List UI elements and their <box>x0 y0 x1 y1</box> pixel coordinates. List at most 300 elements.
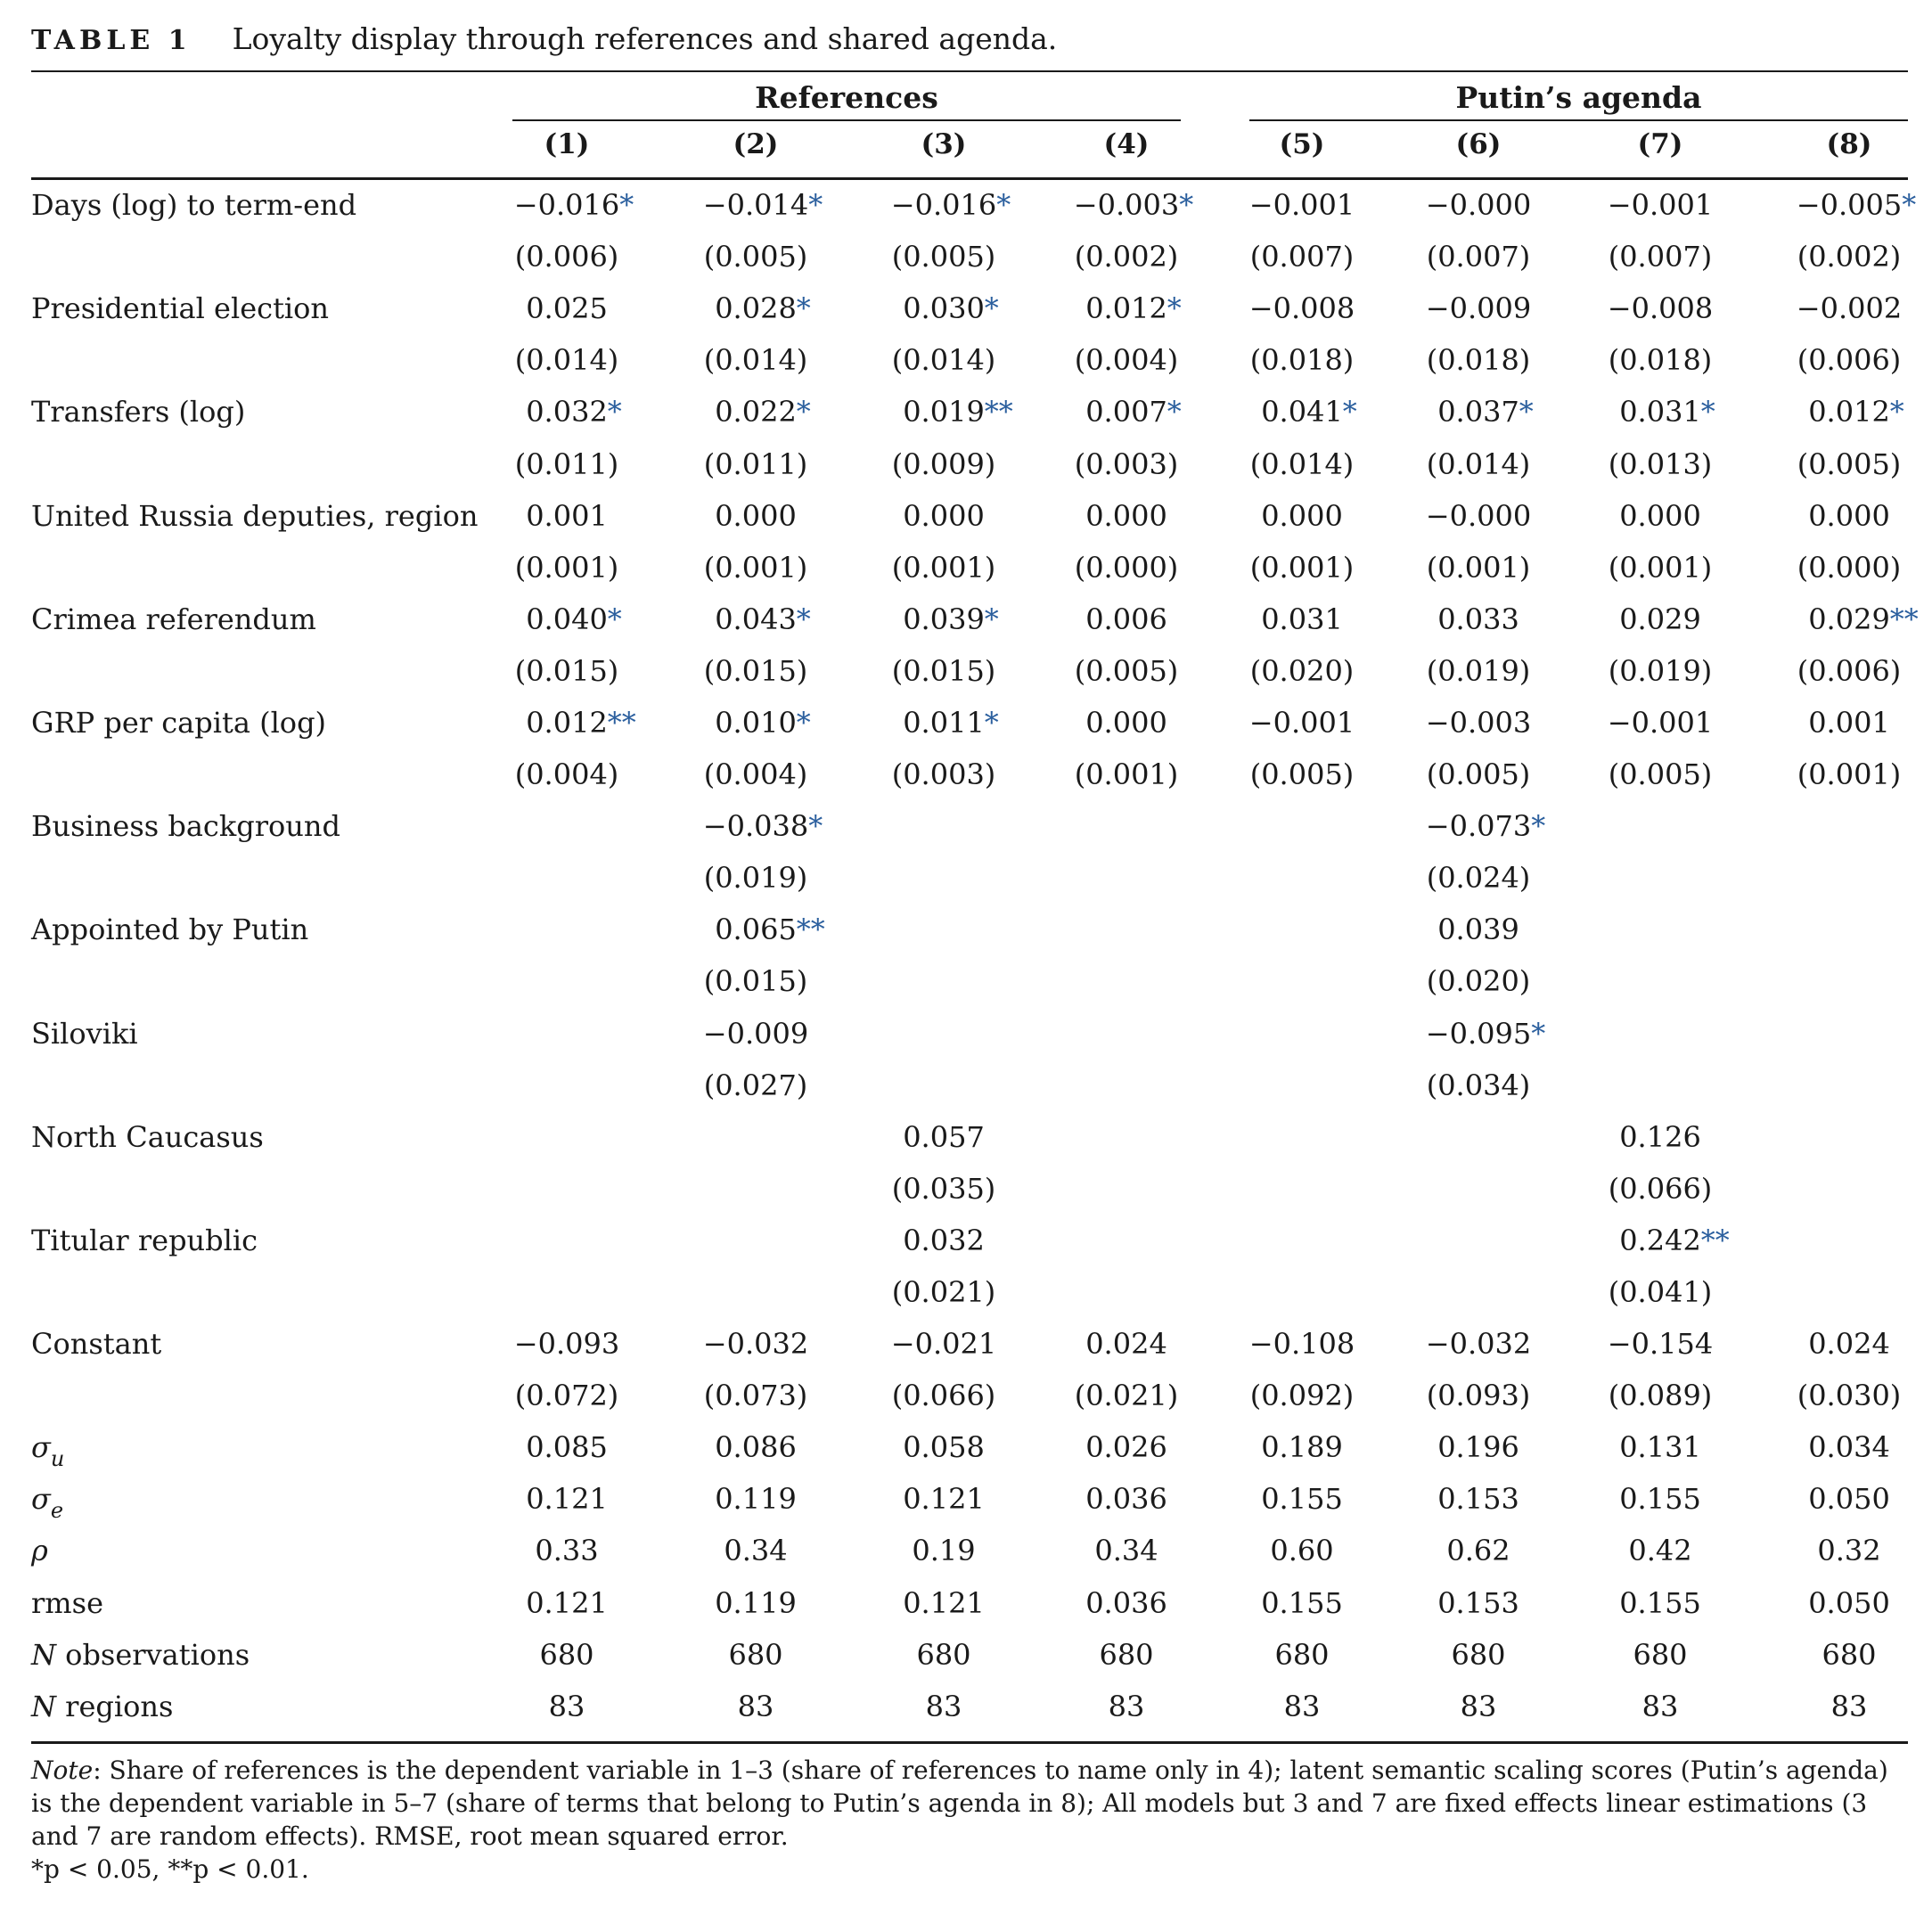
cell-col-3 <box>880 955 1065 1007</box>
cell-value: 0.126 <box>1619 1119 1701 1154</box>
cell-value: (0.009) <box>891 446 996 481</box>
cell-value: (0.019) <box>1608 653 1713 688</box>
cell-value: (0.015) <box>703 964 808 999</box>
cell-col-1 <box>509 1318 692 1370</box>
row-label: Days (log) to term-end <box>31 188 357 223</box>
cell-value: (0.001) <box>514 550 619 585</box>
cell-value: (0.035) <box>891 1171 996 1206</box>
column-header-8: (8) <box>1826 128 1872 160</box>
table-row <box>31 1008 1932 1060</box>
cell-value: (0.019) <box>703 861 808 896</box>
cell-col-7 <box>1596 1577 1783 1629</box>
cell-col-7 <box>1596 334 1783 386</box>
cell-value: (0.005) <box>1249 757 1355 792</box>
cell-col-2 <box>692 1421 880 1473</box>
cell-value: (0.000) <box>1797 550 1902 585</box>
cell-col-7 <box>1596 1525 1783 1576</box>
cell-value: (0.005) <box>1797 446 1902 481</box>
cell-col-1 <box>509 1681 692 1732</box>
cell-value: (0.093) <box>1426 1379 1531 1413</box>
cell-col-8 <box>1783 1163 1932 1215</box>
cell-col-4 <box>1065 1111 1243 1163</box>
cell-value: 0.000 <box>715 498 797 533</box>
cell-col-6 <box>1418 749 1596 800</box>
row-label: North Caucasus <box>31 1119 264 1154</box>
cell-value: 0.033 <box>1437 602 1519 636</box>
cell-value: 0.012 <box>526 705 608 740</box>
significance-star: ** <box>984 395 1013 430</box>
cell-value: 0.19 <box>912 1534 976 1568</box>
cell-col-6 <box>1418 1577 1596 1629</box>
significance-star: * <box>1519 395 1534 430</box>
cell-col-8 <box>1783 852 1932 904</box>
cell-value: −0.108 <box>1248 1327 1355 1362</box>
cell-col-2 <box>692 852 880 904</box>
cell-col-3 <box>880 1111 1065 1163</box>
cell-col-6 <box>1418 645 1596 697</box>
row-label: Transfers (log) <box>31 395 246 430</box>
table-row <box>31 1215 1932 1266</box>
cell-col-3 <box>880 1421 1065 1473</box>
row-label: $\sigma_e$ <box>31 1482 64 1524</box>
cell-value: 0.037 <box>1437 395 1519 430</box>
cell-col-7 <box>1596 179 1783 231</box>
cell-col-8 <box>1783 386 1932 438</box>
cell-value: 83 <box>548 1689 585 1723</box>
cell-value: 0.031 <box>1261 602 1343 636</box>
cell-col-2 <box>692 1163 880 1215</box>
cell-value: (0.005) <box>891 240 996 274</box>
cell-value: −0.001 <box>1248 188 1355 223</box>
row-label: GRP per capita (log) <box>31 705 327 740</box>
cell-col-7 <box>1596 1473 1783 1525</box>
cell-col-3 <box>880 490 1065 542</box>
cell-col-1 <box>509 1370 692 1421</box>
column-header-1: (1) <box>544 128 590 160</box>
cell-col-4 <box>1065 1163 1243 1215</box>
cell-col-4 <box>1065 438 1243 489</box>
cell-col-1 <box>509 904 692 955</box>
cell-col-1 <box>509 438 692 489</box>
cell-col-4 <box>1065 593 1243 645</box>
cell-col-1 <box>509 955 692 1007</box>
cell-value: 0.050 <box>1808 1585 1890 1620</box>
cell-col-5 <box>1243 334 1418 386</box>
cell-col-2 <box>692 800 880 852</box>
cell-value: (0.027) <box>703 1068 808 1102</box>
cell-col-7 <box>1596 1163 1783 1215</box>
significance-star: * <box>796 395 811 430</box>
table-row <box>31 904 1932 955</box>
cell-col-8 <box>1783 1421 1932 1473</box>
cell-value: −0.005 <box>1796 188 1903 223</box>
cell-value: (0.072) <box>514 1379 619 1413</box>
significance-star: * <box>984 602 999 636</box>
column-header-2: (2) <box>733 128 779 160</box>
cell-col-4 <box>1065 1318 1243 1370</box>
cell-col-7 <box>1596 1318 1783 1370</box>
cell-col-2 <box>692 282 880 334</box>
cell-value: (0.005) <box>703 240 808 274</box>
cell-col-6 <box>1418 386 1596 438</box>
cell-value: (0.001) <box>891 550 996 585</box>
significance-star: * <box>1179 188 1194 223</box>
cell-value: 0.039 <box>903 602 985 636</box>
cell-value: 0.000 <box>1085 498 1167 533</box>
cell-value: 83 <box>1830 1689 1868 1723</box>
cell-col-3 <box>880 1370 1065 1421</box>
significance-star: ** <box>1889 602 1919 636</box>
significance-star: * <box>796 291 811 326</box>
cell-value: (0.011) <box>703 446 808 481</box>
cell-col-1 <box>509 1577 692 1629</box>
row-label <box>31 438 509 489</box>
cell-value: 0.119 <box>715 1585 797 1620</box>
cell-col-6 <box>1418 1681 1596 1732</box>
cell-col-4 <box>1065 334 1243 386</box>
cell-col-2 <box>692 645 880 697</box>
cell-value: 0.006 <box>1085 602 1167 636</box>
cell-col-3 <box>880 593 1065 645</box>
cell-col-8 <box>1783 231 1932 282</box>
cell-value: 680 <box>1821 1637 1877 1672</box>
cell-col-5 <box>1243 490 1418 542</box>
cell-value: 0.121 <box>526 1482 608 1517</box>
cell-col-6 <box>1418 438 1596 489</box>
cell-col-1 <box>509 231 692 282</box>
cell-col-7 <box>1596 904 1783 955</box>
cell-col-4 <box>1065 542 1243 593</box>
table-row <box>31 697 1932 749</box>
table-row <box>31 955 1932 1007</box>
cell-value: 0.024 <box>1085 1327 1167 1362</box>
cell-col-2 <box>692 1111 880 1163</box>
cell-value: (0.014) <box>514 343 619 378</box>
cell-value: (0.001) <box>703 550 808 585</box>
cell-col-2 <box>692 1215 880 1266</box>
cell-col-5 <box>1243 904 1418 955</box>
cell-col-1 <box>509 282 692 334</box>
significance-star: ** <box>607 705 636 740</box>
cell-col-4 <box>1065 1577 1243 1629</box>
cell-col-3 <box>880 1215 1065 1266</box>
row-label: ρ <box>31 1534 48 1568</box>
row-label <box>31 334 509 386</box>
cell-col-3 <box>880 1318 1065 1370</box>
cell-value: (0.005) <box>1608 757 1713 792</box>
table-row <box>31 1111 1932 1163</box>
cell-value: (0.024) <box>1426 861 1531 896</box>
cell-col-1 <box>509 1060 692 1111</box>
cell-col-3 <box>880 1629 1065 1681</box>
cell-col-4 <box>1065 749 1243 800</box>
cell-value: (0.001) <box>1074 757 1179 792</box>
cell-col-5 <box>1243 800 1418 852</box>
cell-col-4 <box>1065 800 1243 852</box>
significance-star: * <box>796 602 811 636</box>
significance-star: * <box>607 395 622 430</box>
cell-value: (0.019) <box>1426 653 1531 688</box>
cell-value: (0.041) <box>1608 1275 1713 1310</box>
cell-col-1 <box>509 334 692 386</box>
cell-col-4 <box>1065 852 1243 904</box>
cell-col-3 <box>880 645 1065 697</box>
cell-value: (0.006) <box>1797 653 1902 688</box>
cell-value: −0.003 <box>1073 188 1180 223</box>
cell-col-3 <box>880 904 1065 955</box>
cell-value: −0.008 <box>1248 291 1355 326</box>
cell-col-3 <box>880 1008 1065 1060</box>
row-label <box>31 1163 509 1215</box>
cell-col-6 <box>1418 282 1596 334</box>
cell-col-2 <box>692 1266 880 1318</box>
cell-col-4 <box>1065 386 1243 438</box>
cell-col-5 <box>1243 593 1418 645</box>
cell-col-7 <box>1596 1681 1783 1732</box>
row-label <box>31 231 509 282</box>
cell-value: −0.016 <box>890 188 997 223</box>
table-row <box>31 1681 1932 1732</box>
cell-value: 0.043 <box>715 602 797 636</box>
cell-col-1 <box>509 852 692 904</box>
cell-value: (0.002) <box>1074 240 1179 274</box>
cell-col-3 <box>880 697 1065 749</box>
table-row <box>31 542 1932 593</box>
significance-star: * <box>1889 395 1904 430</box>
cell-col-4 <box>1065 1525 1243 1576</box>
row-label: Presidential election <box>31 291 330 326</box>
cell-col-7 <box>1596 1370 1783 1421</box>
cell-col-4 <box>1065 1060 1243 1111</box>
cell-col-1 <box>509 800 692 852</box>
cell-col-2 <box>692 697 880 749</box>
cell-value: (0.034) <box>1426 1068 1531 1102</box>
cell-col-4 <box>1065 697 1243 749</box>
cell-col-7 <box>1596 542 1783 593</box>
cell-value: (0.001) <box>1249 550 1355 585</box>
cell-col-1 <box>509 749 692 800</box>
cell-value: 0.131 <box>1619 1430 1701 1465</box>
cell-value: 680 <box>539 1637 594 1672</box>
cell-col-2 <box>692 1629 880 1681</box>
group-header-references: References <box>755 80 938 115</box>
cell-col-7 <box>1596 800 1783 852</box>
cell-value: 0.031 <box>1619 395 1701 430</box>
cell-col-7 <box>1596 1111 1783 1163</box>
cell-value: 0.121 <box>526 1585 608 1620</box>
cell-col-2 <box>692 1060 880 1111</box>
table-row <box>31 1060 1932 1111</box>
cell-value: −0.001 <box>1248 705 1355 740</box>
cell-value: −0.000 <box>1425 498 1532 533</box>
table-row <box>31 1629 1932 1681</box>
cell-value: (0.004) <box>703 757 808 792</box>
row-label <box>31 749 509 800</box>
table-row <box>31 386 1932 438</box>
column-header-row <box>31 128 1908 171</box>
cell-value: (0.000) <box>1074 550 1179 585</box>
cell-value: 680 <box>1099 1637 1154 1672</box>
significance-star: * <box>1167 291 1182 326</box>
cell-value: (0.003) <box>1074 446 1179 481</box>
cell-col-2 <box>692 542 880 593</box>
cell-col-3 <box>880 386 1065 438</box>
cell-col-4 <box>1065 1681 1243 1732</box>
row-label: N observations <box>31 1637 250 1672</box>
cell-value: 0.001 <box>526 498 608 533</box>
significance-star: ** <box>1700 1223 1730 1257</box>
cell-value: 0.001 <box>1808 705 1890 740</box>
cell-col-5 <box>1243 282 1418 334</box>
significance-star: * <box>619 188 634 223</box>
cell-value: 0.119 <box>715 1482 797 1517</box>
cell-col-2 <box>692 1318 880 1370</box>
cell-col-8 <box>1783 1266 1932 1318</box>
cell-value: (0.021) <box>891 1275 996 1310</box>
row-label: $\sigma_u$ <box>31 1430 65 1472</box>
cell-col-2 <box>692 955 880 1007</box>
cell-value: (0.013) <box>1608 446 1713 481</box>
cell-value: (0.018) <box>1608 343 1713 378</box>
cell-value: −0.001 <box>1607 705 1714 740</box>
cell-col-8 <box>1783 1577 1932 1629</box>
cell-value: 0.036 <box>1085 1482 1167 1517</box>
cell-col-2 <box>692 904 880 955</box>
cell-col-4 <box>1065 490 1243 542</box>
cell-value: 0.189 <box>1261 1430 1343 1465</box>
cell-col-8 <box>1783 282 1932 334</box>
cell-value: 0.42 <box>1628 1534 1692 1568</box>
cell-col-2 <box>692 749 880 800</box>
cell-col-4 <box>1065 179 1243 231</box>
cell-value: (0.018) <box>1426 343 1531 378</box>
cell-value: 0.032 <box>526 395 608 430</box>
cell-value: 0.012 <box>1085 291 1167 326</box>
table-row <box>31 334 1932 386</box>
cell-value: (0.007) <box>1426 240 1531 274</box>
row-label: Siloviki <box>31 1016 138 1051</box>
row-label <box>31 1060 509 1111</box>
cell-value: 0.34 <box>724 1534 788 1568</box>
note-text: : Share of references is the dependent variable in 1–3 (share of references to name only in 4); latent semantic scaling scores (Putin’s agenda) is the dependent variable in 5–7 (share of terms that belong to Putin’s agenda in 8); All models but 3 and 7 are fixed effects linear estimations (3 and 7 are random effects). RMSE, root mean squared error. <box>31 1756 1888 1851</box>
row-label: Crimea referendum <box>31 602 316 636</box>
column-header-3: (3) <box>921 128 967 160</box>
cell-value: 680 <box>1451 1637 1506 1672</box>
cell-col-8 <box>1783 1008 1932 1060</box>
table-row <box>31 593 1932 645</box>
cell-value: 83 <box>737 1689 774 1723</box>
cell-col-2 <box>692 593 880 645</box>
cell-value: (0.014) <box>1426 446 1531 481</box>
cell-col-6 <box>1418 955 1596 1007</box>
cell-col-1 <box>509 1266 692 1318</box>
table-row <box>31 852 1932 904</box>
cell-col-6 <box>1418 1008 1596 1060</box>
cell-col-5 <box>1243 645 1418 697</box>
cell-col-2 <box>692 1577 880 1629</box>
cell-col-6 <box>1418 1163 1596 1215</box>
cell-value: 0.026 <box>1085 1430 1167 1465</box>
cell-value: −0.009 <box>1425 291 1532 326</box>
cell-value: (0.007) <box>1608 240 1713 274</box>
cell-value: (0.020) <box>1249 653 1355 688</box>
cell-value: (0.014) <box>703 343 808 378</box>
cell-value: 0.012 <box>1808 395 1890 430</box>
cell-col-5 <box>1243 955 1418 1007</box>
cell-value: (0.006) <box>514 240 619 274</box>
cell-col-3 <box>880 1163 1065 1215</box>
cell-value: 0.028 <box>715 291 797 326</box>
cell-value: −0.014 <box>702 188 809 223</box>
cell-col-7 <box>1596 852 1783 904</box>
cell-value: 680 <box>728 1637 783 1672</box>
table-row <box>31 179 1932 231</box>
cell-col-7 <box>1596 1008 1783 1060</box>
cell-value: 83 <box>1460 1689 1497 1723</box>
cell-value: 0.155 <box>1619 1585 1701 1620</box>
table-row <box>31 1473 1932 1525</box>
column-header-6: (6) <box>1455 128 1502 160</box>
cell-value: (0.066) <box>1608 1171 1713 1206</box>
row-label: United Russia deputies, region <box>31 498 479 533</box>
cell-value: 83 <box>1283 1689 1321 1723</box>
table-row <box>31 231 1932 282</box>
cell-col-7 <box>1596 282 1783 334</box>
group-rule-putins-agenda <box>1249 119 1908 121</box>
cell-value: (0.005) <box>1074 653 1179 688</box>
cell-value: −0.032 <box>702 1327 809 1362</box>
cell-value: (0.004) <box>1074 343 1179 378</box>
significance-star: * <box>1902 188 1917 223</box>
cell-value: 0.155 <box>1619 1482 1701 1517</box>
cell-value: (0.003) <box>891 757 996 792</box>
cell-col-8 <box>1783 438 1932 489</box>
cell-col-7 <box>1596 697 1783 749</box>
table-caption <box>31 21 1908 57</box>
cell-value: (0.015) <box>703 653 808 688</box>
cell-col-1 <box>509 593 692 645</box>
cell-col-6 <box>1418 800 1596 852</box>
cell-value: 0.007 <box>1085 395 1167 430</box>
cell-value: −0.032 <box>1425 1327 1532 1362</box>
cell-value: (0.004) <box>514 757 619 792</box>
cell-col-6 <box>1418 179 1596 231</box>
cell-col-3 <box>880 1473 1065 1525</box>
cell-col-6 <box>1418 1060 1596 1111</box>
cell-col-5 <box>1243 1525 1418 1576</box>
cell-value: −0.002 <box>1796 291 1903 326</box>
cell-col-8 <box>1783 645 1932 697</box>
cell-value: 0.025 <box>526 291 608 326</box>
cell-col-5 <box>1243 1629 1418 1681</box>
cell-value: (0.092) <box>1249 1379 1355 1413</box>
cell-col-1 <box>509 1215 692 1266</box>
cell-col-5 <box>1243 1681 1418 1732</box>
cell-col-8 <box>1783 1681 1932 1732</box>
cell-col-2 <box>692 1008 880 1060</box>
cell-value: 680 <box>916 1637 971 1672</box>
cell-value: −0.000 <box>1425 188 1532 223</box>
regression-table <box>31 179 1932 1732</box>
cell-value: 0.086 <box>715 1430 797 1465</box>
cell-col-1 <box>509 542 692 593</box>
cell-col-3 <box>880 852 1065 904</box>
cell-col-5 <box>1243 1473 1418 1525</box>
cell-value: 0.196 <box>1437 1430 1519 1465</box>
cell-value: (0.014) <box>1249 446 1355 481</box>
cell-value: 0.000 <box>1808 498 1890 533</box>
cell-value: (0.030) <box>1797 1379 1902 1413</box>
